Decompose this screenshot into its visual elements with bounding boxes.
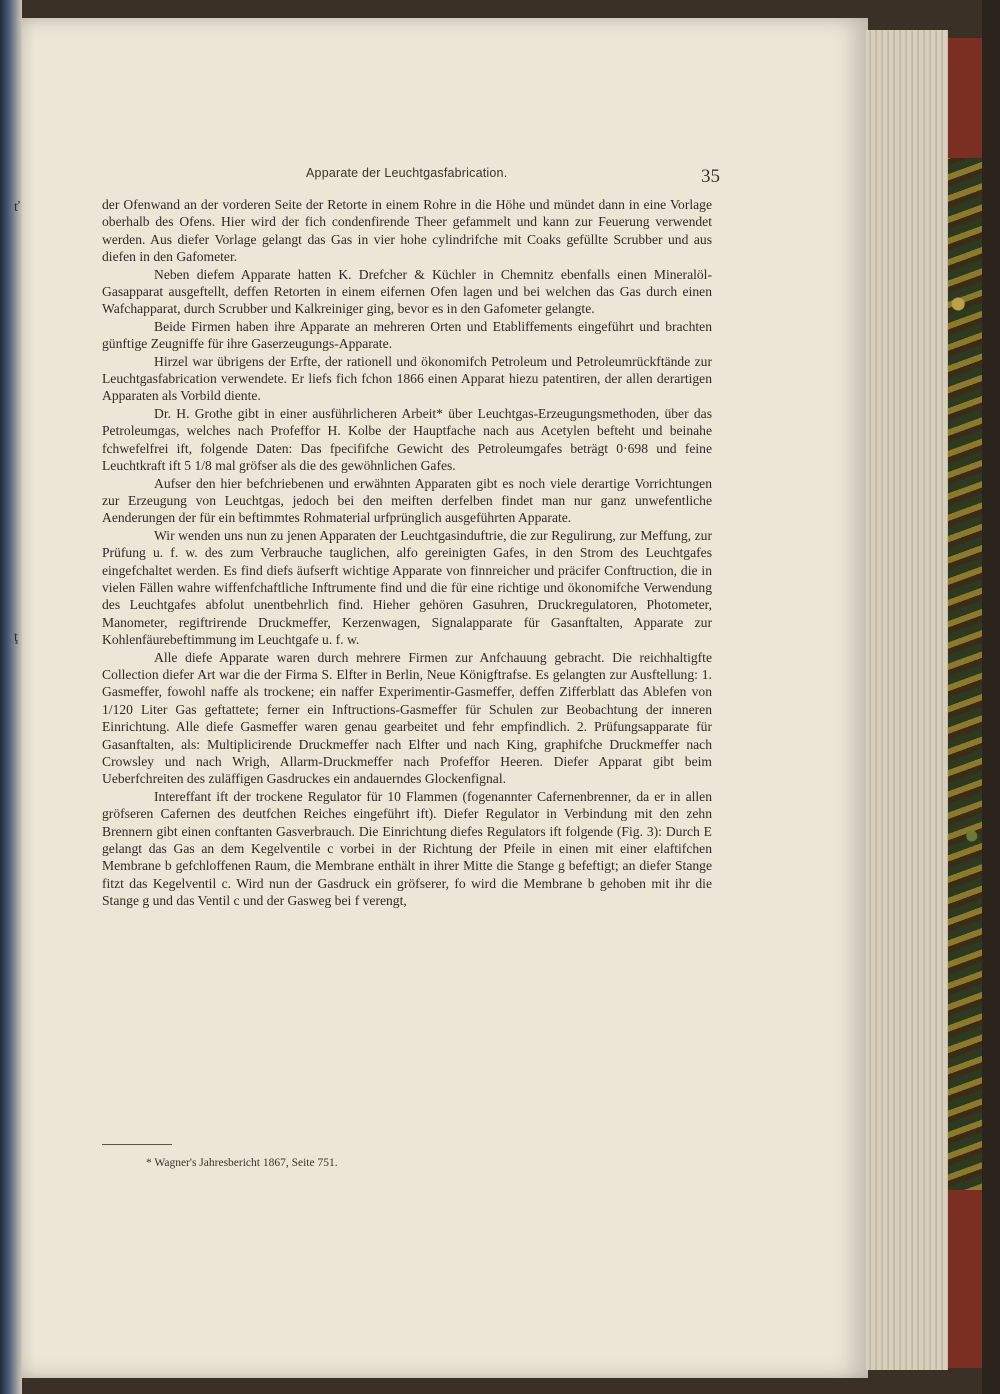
margin-mark: ţ bbox=[14, 630, 18, 645]
paragraph: Beide Firmen haben ihre Apparate an mehreren Orten und Etabliffements eingeführt und brachten günftige Zeugniffe für ihre Gaserzeugungs-Apparate. bbox=[102, 318, 712, 352]
cover-corner-top bbox=[948, 38, 982, 158]
footnote: * Wagner's Jahresbericht 1867, Seite 751. bbox=[146, 1157, 338, 1169]
running-title: Apparate der Leuchtgasfabrication. bbox=[306, 166, 508, 180]
paragraph: der Ofenwand an der vorderen Seite der Retorte in einem Rohre in die Höhe und mündet dann in eine Vorlage oberhalb des Ofens. Hier wird der fich condenfirende Theer gefammelt und kann zur Feuerung verwendet werden. Aus diefer Vorlage gelangt das Gas in vier hohe cylindrifche mit Coaks gefüllte Scrubber und aus diefen in den Gafometer. bbox=[102, 197, 712, 265]
footnote-rule bbox=[102, 1144, 172, 1145]
body-text bbox=[102, 196, 712, 910]
paragraph: Wir wenden uns nun zu jenen Apparaten der Leuchtgasinduftrie, die zur Regulirung, zur Meffung, zur Prüfung u. f. w. des zum Verbrauche tauglichen, alfo gereinigten Gafes, in den Strom des Leuchtgafes eingefchaltet werden. Es find diefs äufserft wichtige Apparate von finnreicher und präcifer Conftruction, die in vielen Fällen wahre wiffenfchaftliche Inftrumente find und die für eine richtige und ökonomifche Verwendung des Leuchtgafes abfolut unentbehrlich find. Hieher gehören Gasuhren, Druckregulatoren, Photometer, Manometer, regiftrirende Druckmeffer, Kerzenwagen, Signalapparate für Gasanftalten, Apparate zur Kohlenfäurebeftimmung im Leuchtgafe u. f. w. bbox=[102, 527, 712, 648]
page-number: 35 bbox=[701, 166, 720, 187]
paragraph: Neben diefem Apparate hatten K. Drefcher & Küchler in Chemnitz ebenfalls einen Mineralöl-Gasapparat ausgeftellt, deffen Retorten in einem eifernen Ofen lagen und bei welchen das Gas durch einen Wafchapparat, durch Scrubber und Kalkreiniger ging, bevor es in den Gafometer gelangte. bbox=[102, 266, 712, 317]
margin-mark: ť bbox=[14, 200, 20, 215]
background-right bbox=[982, 0, 1000, 1394]
paragraph: Intereffant ift der trockene Regulator für 10 Flammen (fogenannter Cafernenbrenner, da er in allen gröfseren Cafernen des deutfchen Reiches eingeführt ift). Diefer Regulator in Verbindung mit den zehn Brennern gibt einen conftanten Gasverbrauch. Die Einrichtung diefes Regulators ift folgende (Fig. 3): Durch E gelangt das Gas an dem Kegelventile c vorbei in der Richtung der Pfeile in einen mit einer elaftifchen Membrane b gefchloffenen Raum, die Membrane enthält in ihrer Mitte die Stange g befeftigt; an diefer Stange fitzt das Kegelventil c. Wird nun der Gasdruck ein gröfserer, fo wird die Membrane b gehoben mit ihr die Stange g und das Ventil c und der Gasweg bei f verengt, bbox=[102, 788, 712, 909]
paragraph: Aufser den hier befchriebenen und erwähnten Apparaten gibt es noch viele derartige Vorrichtungen zur Erzeugung von Leuchtgas, jedoch bei den meiften derfelben findet man nur ganz unwefentliche Aenderungen der für ein beftimmtes Rohmaterial urfprünglich ausgeführten Apparate. bbox=[102, 475, 712, 526]
paragraph: Alle diefe Apparate waren durch mehrere Firmen zur Anfchauung gebracht. Die reichhaltigfte Collection diefer Art war die der Firma S. Elfter in Berlin, Neue Königftrafse. Es gelangten zur Ausftellung: 1. Gasmeffer, fowohl naffe als trockene; ein naffer Experimentir-Gasmeffer, deffen Zifferblatt das Ablefen von 1/120 Liter Gas geftattete; ferner ein Inftructions-Gasmeffer für Schulen zur Beobachtung der inneren Einrichtung. Alle diefe Gasmeffer waren genau gearbeitet und fehr empfindlich. 2. Prüfungsapparate für Gasanftalten, als: Multiplicirende Druckmeffer nach Elfter und nach King, graphifche Druckmeffer nach Crowsley und nach Wrigh, Allarm-Druckmeffer nach Profeffor Heeren. Diefer Apparat gibt beim Ueberfchreiten des zuläffigen Gasdruckes ein andauerndes Glockenfignal. bbox=[102, 649, 712, 787]
cover-corner-bottom bbox=[948, 1190, 982, 1368]
paragraph: Hirzel war übrigens der Erfte, der rationell und ökonomifch Petroleum und Petroleumrückftände zur Leuchtgasfabrication verwendete. Er liefs fich fchon 1866 einen Apparat hiezu patentiren, der allen derartigen Apparaten als Vorbild diente. bbox=[102, 353, 712, 404]
marbled-cover bbox=[948, 38, 982, 1368]
page-edges bbox=[866, 30, 948, 1370]
paragraph: Dr. H. Grothe gibt in einer ausführlicheren Arbeit* über Leuchtgas-Erzeugungsmethoden, über das Petroleumgas, welches nach Profeffor H. Kolbe der Hauptfache nach aus Acetylen befteht und beinahe fchwefelfrei ift, folgende Daten: Das fpecififche Gewicht des Petroleumgafes beträgt 0·698 und feine Leuchtkraft ift 5 1/8 mal gröfser als die des gewöhnlichen Gafes. bbox=[102, 405, 712, 474]
